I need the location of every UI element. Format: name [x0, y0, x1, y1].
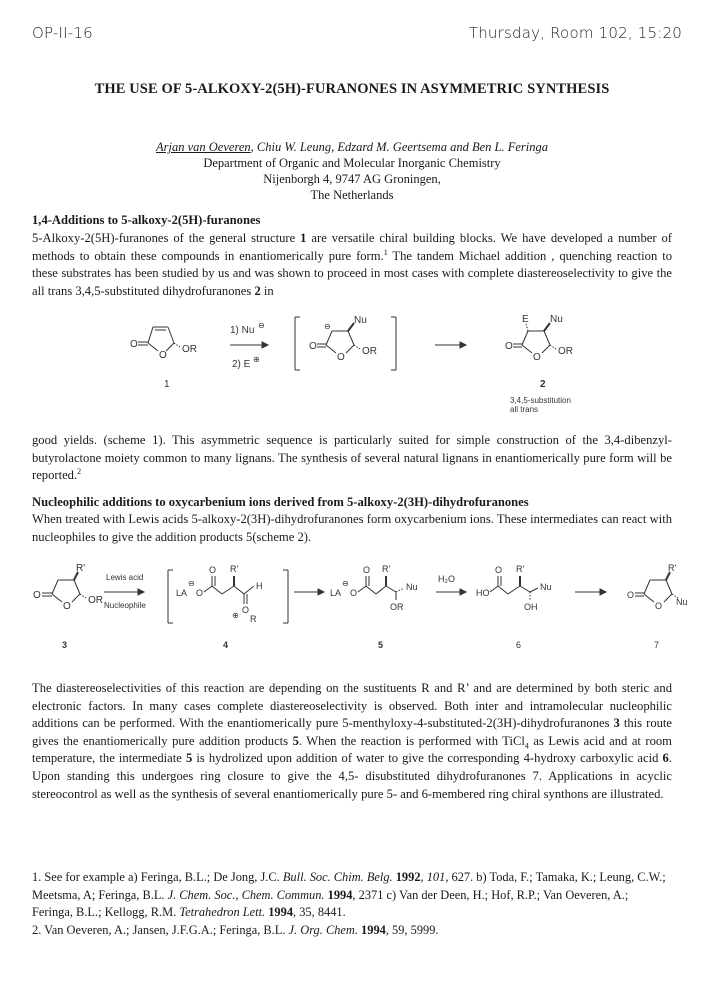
- references: [32, 869, 672, 939]
- nu-label: Nu: [676, 597, 688, 607]
- or-label: OR: [88, 595, 103, 606]
- ring-o: O: [337, 352, 345, 363]
- ring-o: O: [159, 350, 167, 361]
- journal: J. Org. Chem.: [288, 922, 358, 937]
- nu-label: Nu: [540, 582, 552, 592]
- text: as Lewis acid and at room temperature, the intermediate: [32, 733, 672, 766]
- la-label: LA: [176, 588, 188, 598]
- step2-label: 2) E: [232, 359, 251, 370]
- scheme-1: [110, 305, 610, 420]
- department: Department of Organic and Molecular Inorganic Chemistry: [203, 156, 501, 170]
- volume: 101: [426, 870, 446, 884]
- text: is hydrolized upon addition of water to give the corresponding 4-hydroxy carboxylic acid: [192, 751, 663, 766]
- reference-1: [32, 869, 672, 922]
- step1-label: 1) Nu: [230, 325, 255, 336]
- section2-heading: Nucleophilic additions to oxycarbenium ions derived from 5-alkoxy-2(3H)-dihydrofuranones: [32, 495, 529, 509]
- year: 1994: [357, 922, 386, 937]
- nu-label: Nu: [354, 315, 367, 326]
- intermediate-4-structure: [168, 564, 288, 650]
- text: The diastereoselectivities of this reaction are depending on the sustituents R and R’ and are determined by both steric and electronic factors. In many cases complete diastereoselectivity is observed. Both inter and intramolecular nucleophilic additions can be performed. With the enantiomerically pure 5-menthyloxy-4-substituted-2(3H)-dihydrofuranones: [32, 681, 672, 731]
- reaction-arrow-water: [436, 574, 466, 595]
- text: ,: [420, 870, 427, 884]
- text: . When the reaction is performed with TiCl: [298, 733, 525, 748]
- carbonyl-o: O: [505, 341, 513, 352]
- water-label: H₂O: [438, 574, 455, 584]
- ring-o: O: [533, 352, 541, 363]
- compound-ref: 5: [185, 751, 193, 766]
- text: The tandem Michael addition , quenching reaction to these substrates has been studied by us and was shown to proceed in most cases with complete diastereoselectivity to give the all trans 3,4,5-substituted dihydrofuranones: [32, 248, 672, 298]
- compound-ref: 1: [300, 231, 307, 245]
- ring-o: O: [655, 601, 663, 611]
- text: good yields. (scheme 1). This asymmetric sequence is particularly suited for simple construction of the 3,4-dibenzyl-butyrolactone moiety common to many lignans. The synthesis of several natural lignans in enantiomerically pure form will be reported.: [32, 433, 672, 483]
- reference-2: [32, 922, 672, 940]
- paper-title: THE USE OF 5-ALKOXY-2(5H)-FURANONES IN ASYMMETRIC SYNTHESIS: [94, 81, 610, 97]
- ring-o: O: [63, 601, 71, 612]
- citation-ref: 1: [383, 247, 388, 257]
- minus-charge-icon: ⊖: [258, 321, 265, 330]
- address: Nijenborgh 4, 9747 AG Groningen,: [263, 172, 441, 186]
- or-label: OR: [390, 602, 404, 612]
- text: 1. See for example a) Feringa, B.L.; De Jong, J.C.: [32, 870, 283, 884]
- r-prime-label: R': [230, 564, 239, 574]
- compound-label-1: 1: [164, 379, 170, 390]
- text: in: [260, 283, 274, 298]
- session-code: OP-II-16: [32, 24, 93, 42]
- minus-charge-icon: ⊖: [324, 322, 331, 331]
- o-label: O: [363, 565, 371, 575]
- r-prime-label: R': [516, 564, 525, 574]
- reaction-arrow-lewis: [104, 573, 146, 610]
- journal: Tetrahedron Lett.: [179, 905, 266, 919]
- compound-ref: 3: [613, 716, 620, 731]
- text: , 59, 5999.: [385, 922, 439, 937]
- trans-note: all trans: [510, 405, 539, 414]
- section2-paragraph1: When treated with Lewis acids 5-alkoxy-2(3H)-dihydrofuranones form oxycarbenium ions. These intermediates can react with nucleophiles to give the addition products 5(scheme 2).: [32, 512, 672, 544]
- carbonyl-o: O: [627, 590, 635, 600]
- compound-ref: 5: [292, 733, 299, 748]
- compound-1-structure: [130, 327, 197, 390]
- citation-ref: 2: [77, 467, 82, 476]
- section2-paragraph2: [32, 680, 672, 803]
- text: this route gives the enantiomerically pure addition products: [32, 716, 672, 748]
- h-label: H: [256, 581, 263, 591]
- reaction-arrow-3: [294, 589, 324, 595]
- compound-7-structure: [627, 563, 688, 650]
- country: The Netherlands: [310, 188, 394, 202]
- r-prime-label: R': [76, 563, 86, 574]
- year: 1994: [324, 887, 353, 902]
- lewis-acid-label: Lewis acid: [106, 573, 144, 582]
- text: , 2371 c) Van der Deen, H.; Hof, R.P.; Van Oeveren, A.; Feringa, B.L.; Kellogg, R.M.: [32, 887, 629, 919]
- year: 1994: [265, 905, 294, 919]
- reaction-arrow-2: [435, 342, 466, 348]
- compound-ref: 6: [662, 751, 669, 766]
- text: 2. Van Oeveren, A.; Jansen, J.F.G.A.; Feringa, B.L.: [32, 922, 289, 937]
- compound-label-5: 5: [378, 640, 384, 650]
- carbonyl-o: O: [33, 590, 41, 601]
- section1-paragraph1: [32, 230, 672, 300]
- compound-label-3: 3: [62, 640, 68, 650]
- author-list: [0, 139, 704, 155]
- compound-5-structure: [330, 564, 418, 650]
- nucleophile-label: Nucleophile: [104, 601, 146, 610]
- nu-label: Nu: [550, 314, 563, 325]
- compound-label-4: 4: [223, 640, 229, 650]
- carbonyl-o: O: [130, 339, 138, 350]
- presenting-author: Arjan van Oeveren: [156, 140, 251, 154]
- ho-label: HO: [476, 588, 490, 598]
- reaction-arrow-closure: [575, 589, 606, 595]
- compound-label-7: 7: [654, 640, 660, 650]
- r-label: R: [250, 614, 257, 624]
- nu-label: Nu: [406, 582, 418, 592]
- journal: J. Chem. Soc., Chem. Commun.: [167, 887, 325, 902]
- scheme-2: [20, 558, 704, 658]
- o-label: O: [209, 565, 217, 575]
- text: 5-Alkoxy-2(5H)-furanones of the general structure: [32, 231, 301, 245]
- year: 1992: [392, 870, 421, 884]
- session-time: Thursday, Room 102, 15:20: [468, 24, 682, 42]
- section1-heading: 1,4-Additions to 5-alkoxy-2(5H)-furanones: [32, 213, 261, 227]
- co-authors: , Chiu W. Leung, Edzard M. Geertsema and Ben L. Feringa: [250, 140, 548, 154]
- text: , 627. b) Toda, F.; Tamaka, K.; Leung, C.W.; Meetsma, A; Feringa, B.L.: [32, 870, 666, 902]
- plus-charge-icon: ⊕: [253, 355, 260, 364]
- carbonyl-o: O: [309, 341, 317, 352]
- compound-ref: 2: [254, 283, 261, 298]
- author-block: [0, 139, 704, 203]
- plus-charge-icon: ⊕: [232, 611, 239, 620]
- text: are versatile chiral building blocks. We have developed a number of methods to obtain these compounds in enantiomerically pure form.: [32, 231, 672, 263]
- compound-3-structure: [33, 563, 103, 650]
- section1-paragraph2: [32, 432, 672, 485]
- text: , 35, 8441.: [293, 905, 346, 919]
- oh-label: OH: [524, 602, 538, 612]
- o-label: O: [242, 605, 250, 615]
- o-label: O: [495, 565, 503, 575]
- la-label: LA: [330, 588, 342, 598]
- text: . Upon standing this undergoes ring closure to give the 4,5- disubstituted dihydrofuranones 7. Applications in acyclic stereocontrol as well as the synthesis of several enantiomerically pure 5- and 6-membered ring chiral synthons are illustrated.: [32, 751, 672, 801]
- enolate-intermediate: [295, 315, 396, 370]
- minus-charge-icon: ⊖: [188, 579, 195, 588]
- or-label: OR: [558, 346, 573, 357]
- r-prime-label: R': [668, 563, 677, 573]
- o-label: O: [350, 588, 358, 598]
- substitution-note: 3,4,5-substitution: [510, 396, 571, 405]
- reaction-arrow-1: [230, 321, 268, 370]
- or-label: OR: [362, 346, 377, 357]
- compound-2-structure: [505, 314, 573, 414]
- minus-charge-icon: ⊖: [342, 579, 349, 588]
- subscript: 4: [524, 741, 529, 751]
- r-prime-label: R': [382, 564, 391, 574]
- journal: Bull. Soc. Chim. Belg.: [282, 870, 393, 884]
- o-label: O: [196, 588, 204, 598]
- or-label: OR: [182, 344, 197, 355]
- compound-label-2: 2: [540, 379, 546, 390]
- compound-6-structure: [476, 564, 552, 650]
- compound-label-6: 6: [516, 640, 522, 650]
- e-label: E: [522, 314, 529, 325]
